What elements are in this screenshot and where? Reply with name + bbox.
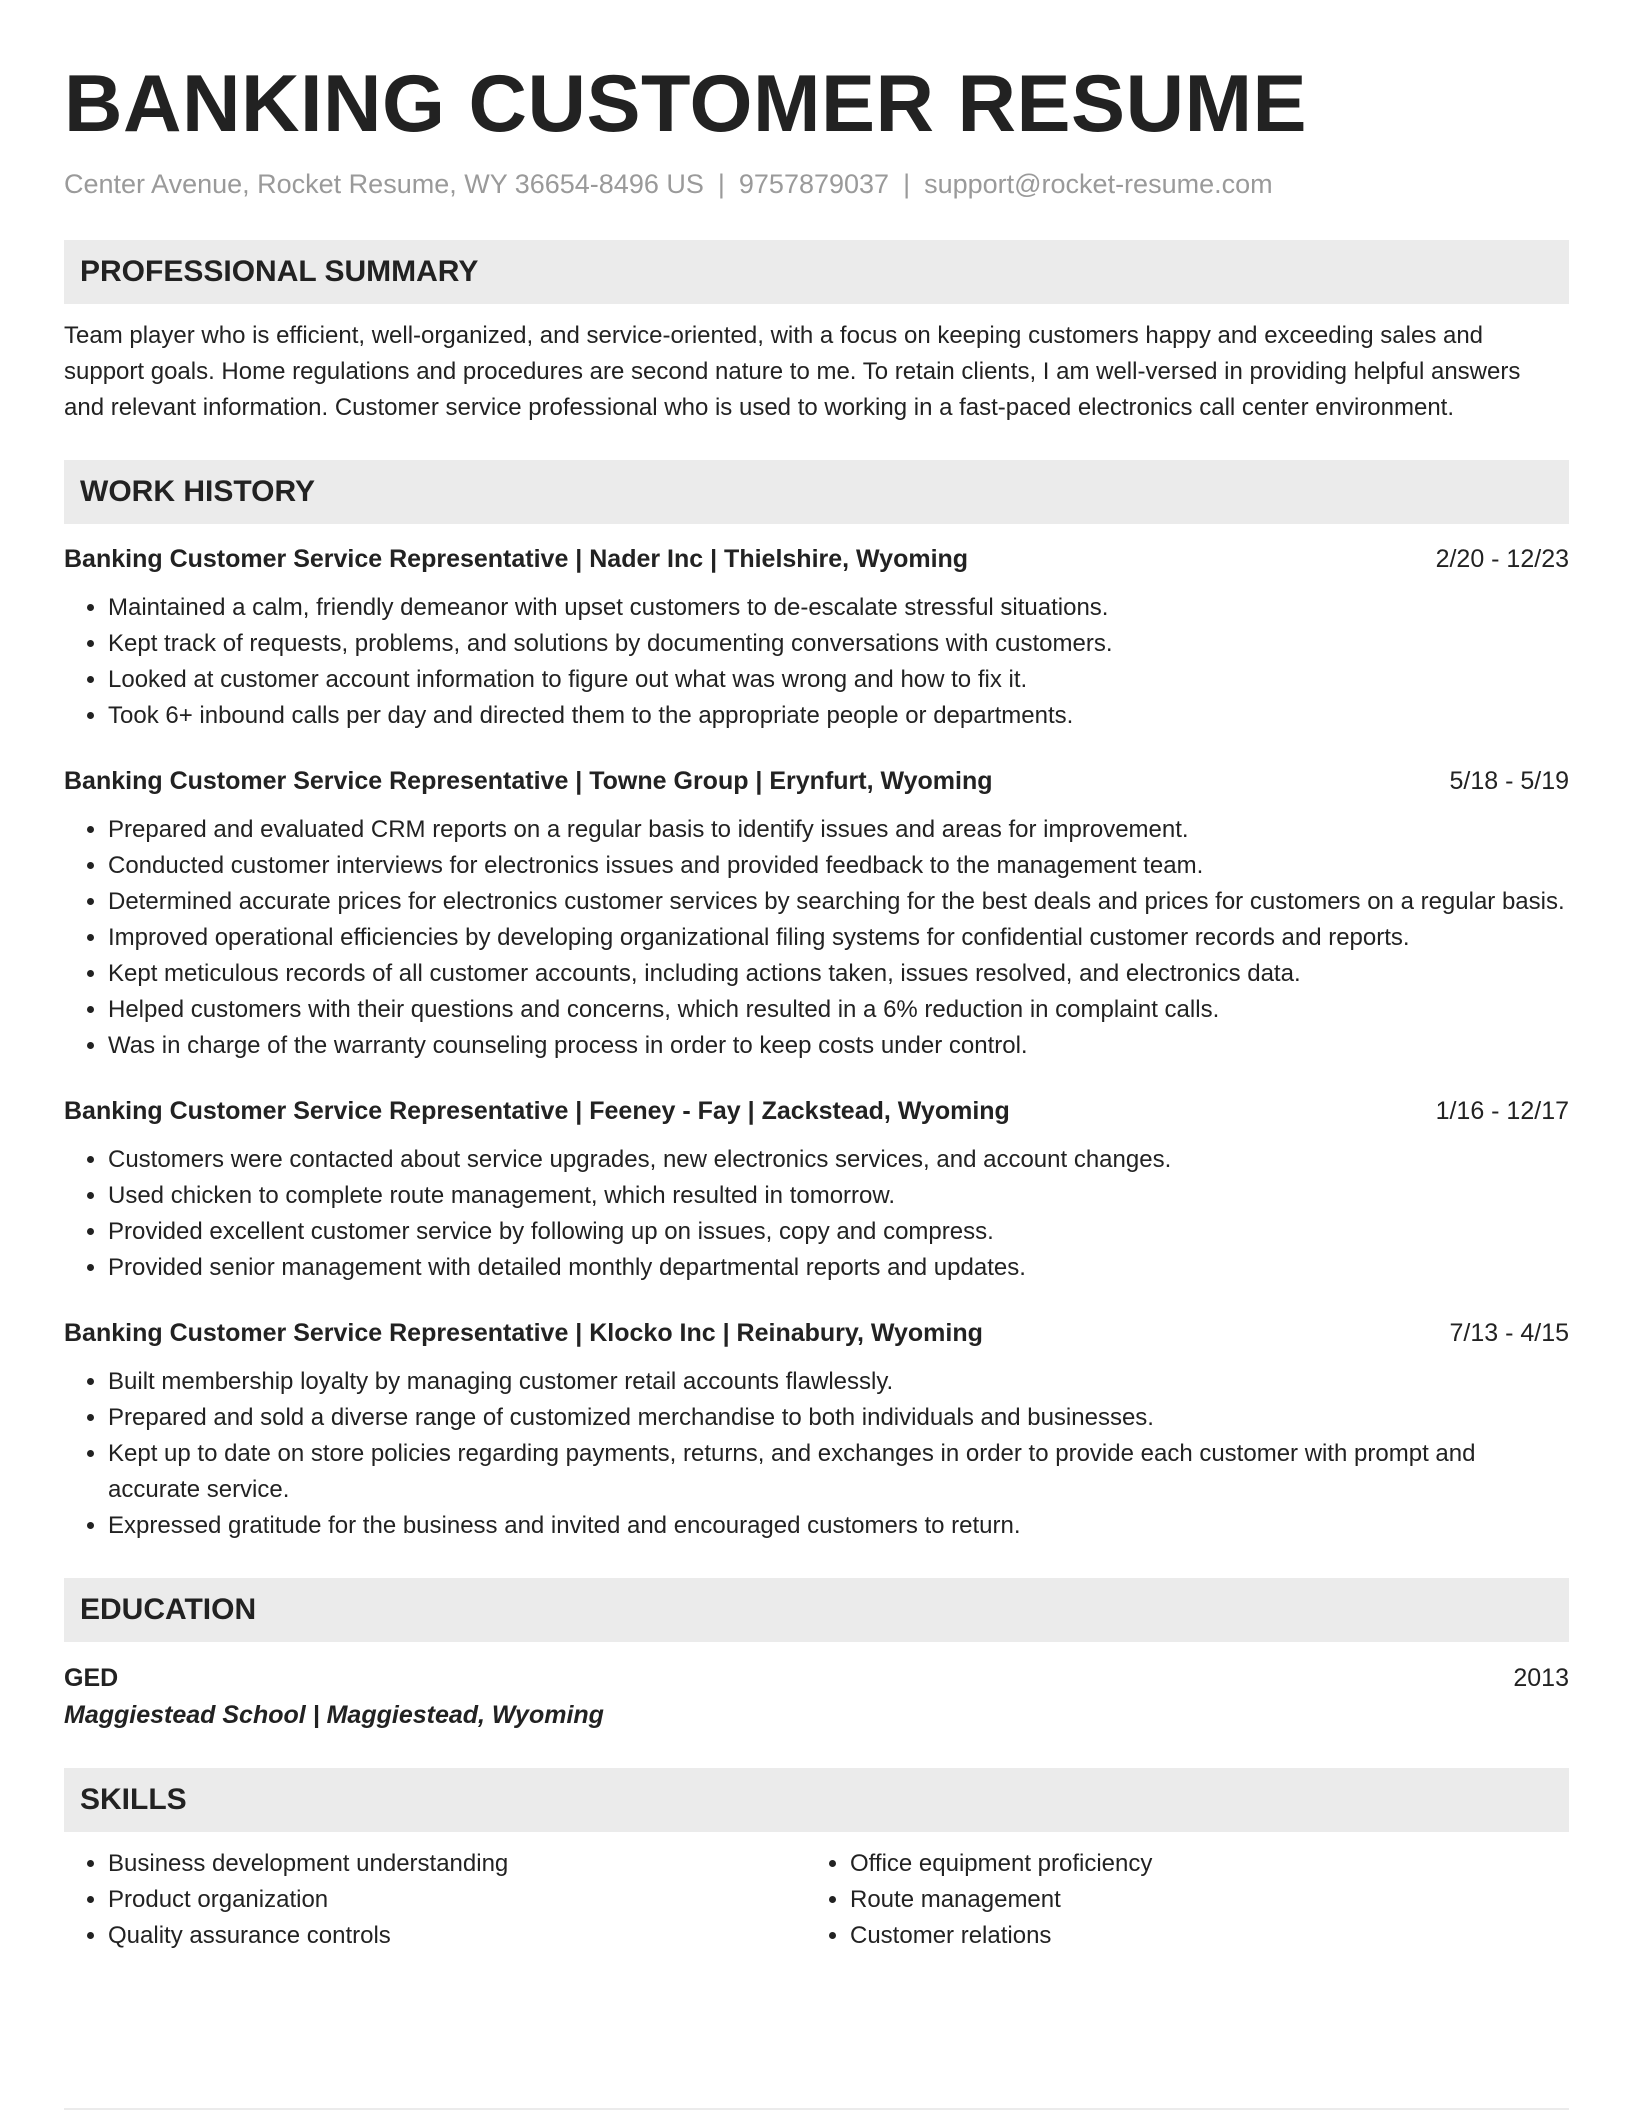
job-header [64,764,1569,798]
contact-separator: | [717,169,725,199]
job-dates: 2/20 - 12/23 [1435,545,1569,573]
job-header [64,1316,1569,1350]
list-item: • Route management [850,1882,1567,1918]
education-row [64,1660,1569,1696]
list-item: • Helped customers with their questions and concerns, which resulted in a 6% reduction in complaint calls. [108,992,1569,1028]
list-item: • Provided senior management with detailed monthly departmental reports and updates. [108,1250,1569,1286]
job-header [64,542,1569,576]
list-item: • Quality assurance controls [108,1918,806,1954]
job-duties [64,1364,1569,1544]
job-duties [64,1142,1569,1286]
list-item: • Business development understanding [108,1846,806,1882]
skills-column-right [806,1846,1567,1954]
job-entry [64,1094,1569,1286]
section-header-skills: SKILLS [64,1768,1569,1832]
summary-text: Team player who is efficient, well-organized, and service-oriented, with a focus on keeping customers happy and exceeding sales and support goals. Home regulations and procedures are second nature to me. To retain clients, I am well-versed in providing helpful answers and relevant information. Customer service professional who is used to working in a fast-paced electronics call center environment. [64,322,1521,421]
job-dates: 1/16 - 12/17 [1435,1097,1569,1125]
education-year: 2013 [1513,1664,1569,1692]
job-duties [64,590,1569,734]
list-item: • Prepared and sold a diverse range of customized merchandise to both individuals and businesses. [108,1400,1569,1436]
job-header [64,1094,1569,1128]
list-item: • Provided excellent customer service by following up on issues, copy and compress. [108,1214,1569,1250]
section-header-work-history: WORK HISTORY [64,460,1569,524]
job-entry [64,542,1569,734]
list-item: • Conducted customer interviews for electronics issues and provided feedback to the management team. [108,848,1569,884]
education-school: Maggiestead School | Maggiestead, Wyoming [64,1701,604,1729]
list-item: • Customer relations [850,1918,1567,1954]
contact-address: Center Avenue, Rocket Resume, WY 36654-8496 US [64,169,704,199]
section-header-summary: PROFESSIONAL SUMMARY [64,240,1569,304]
list-item: • Took 6+ inbound calls per day and directed them to the appropriate people or departments. [108,698,1569,734]
list-item: • Product organization [108,1882,806,1918]
job-title: Banking Customer Service Representative | Klocko Inc | Reinabury, Wyoming [64,1319,983,1347]
list-item: • Expressed gratitude for the business and invited and encouraged customers to return. [108,1508,1569,1544]
contact-email: support@rocket-resume.com [924,169,1273,199]
list-item: • Improved operational efficiencies by developing organizational filing systems for confidential customer records and reports. [108,920,1569,956]
resume-title: BANKING CUSTOMER RESUME [64,59,1308,149]
education-degree: GED [64,1664,119,1692]
job-title: Banking Customer Service Representative | Feeney - Fay | Zackstead, Wyoming [64,1097,1010,1125]
list-item: • Looked at customer account information to figure out what was wrong and how to fix it. [108,662,1569,698]
list-item: • Maintained a calm, friendly demeanor with upset customers to de-escalate stressful situations. [108,590,1569,626]
list-item: • Office equipment proficiency [850,1846,1567,1882]
job-dates: 5/18 - 5/19 [1449,767,1569,795]
bottom-divider [64,2108,1569,2110]
list-item: • Determined accurate prices for electronics customer services by searching for the best deals and prices for customers on a regular basis. [108,884,1569,920]
contact-phone: 9757879037 [738,169,890,199]
job-title: Banking Customer Service Representative | Nader Inc | Thielshire, Wyoming [64,545,969,573]
contact-line [64,166,1569,202]
job-entry [64,1316,1569,1544]
list-item: • Kept track of requests, problems, and solutions by documenting conversations with customers. [108,626,1569,662]
job-entry [64,764,1569,1064]
list-item: • Kept meticulous records of all customer accounts, including actions taken, issues resolved, and electronics data. [108,956,1569,992]
skills-column-left [64,1846,806,1954]
education-entry [64,1660,1569,1734]
contact-separator: | [903,169,911,199]
skills-list [64,1846,1569,1954]
section-header-education: EDUCATION [64,1578,1569,1642]
list-item: • Built membership loyalty by managing customer retail accounts flawlessly. [108,1364,1569,1400]
job-duties [64,812,1569,1064]
list-item: • Was in charge of the warranty counseling process in order to keep costs under control. [108,1028,1569,1064]
job-title: Banking Customer Service Representative | Towne Group | Erynfurt, Wyoming [64,767,993,795]
list-item: • Used chicken to complete route management, which resulted in tomorrow. [108,1178,1569,1214]
job-dates: 7/13 - 4/15 [1449,1319,1569,1347]
list-item: • Customers were contacted about service upgrades, new electronics services, and account changes. [108,1142,1569,1178]
list-item: • Kept up to date on store policies regarding payments, returns, and exchanges in order to provide each customer with prompt and accurate service. [108,1436,1569,1508]
list-item: • Prepared and evaluated CRM reports on a regular basis to identify issues and areas for improvement. [108,812,1569,848]
